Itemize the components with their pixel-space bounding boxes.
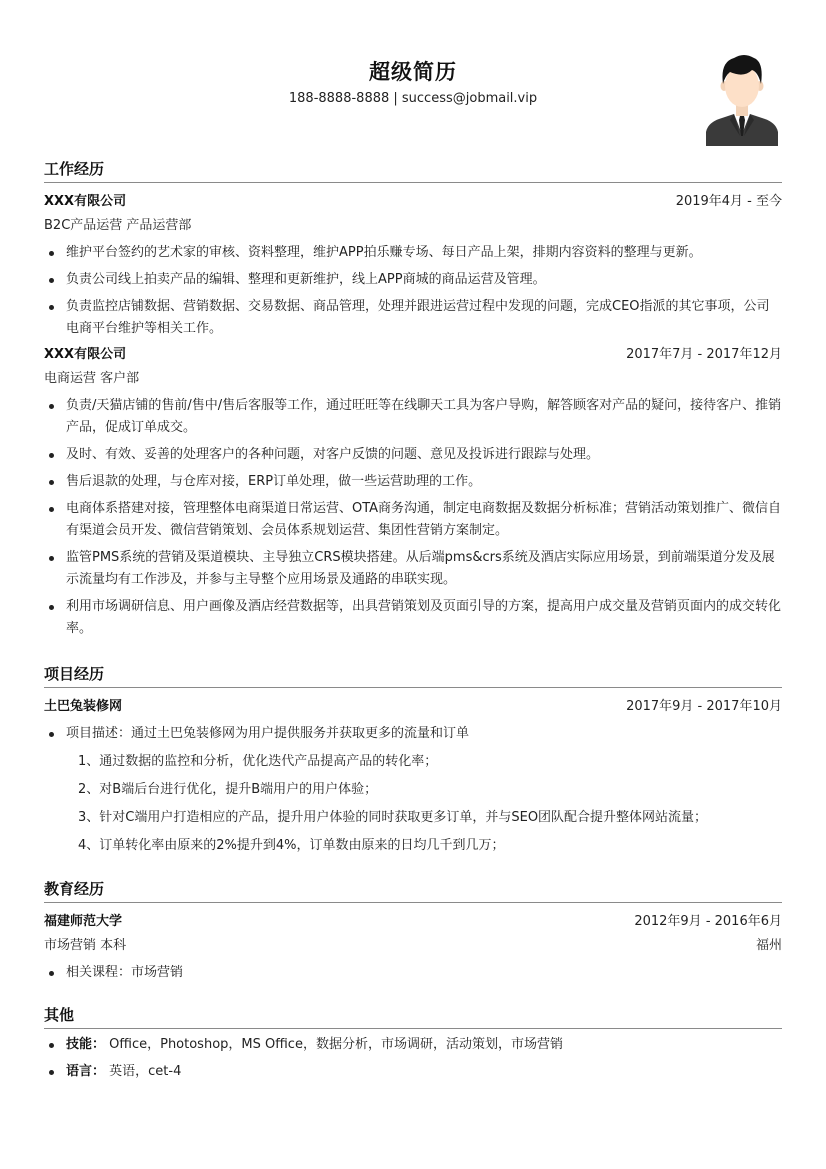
job-bullets — [44, 242, 782, 340]
skills-value: Office，Photoshop，MS Office，数据分析，市场调研，活动策划，市场营销 — [109, 1037, 563, 1052]
project-details — [44, 751, 782, 857]
contact-info: 188-8888-8888 | success@jobmail.vip — [288, 91, 538, 106]
project-section — [44, 663, 782, 857]
work-section-title: 工作经历 — [44, 160, 105, 178]
job-role-row — [44, 215, 782, 237]
job-role-row — [44, 368, 782, 390]
other-bullets — [44, 1034, 782, 1083]
school-name: 福建师范大学 — [44, 914, 123, 929]
education-detail-row — [44, 935, 782, 957]
list-item: 电商体系搭建对接，管理整体电商渠道日常运营、OTA商务沟通，制定电商数据及数据分析标准；营销活动策划推广、微信自有渠道会员开发、微信营销策划、会员体系规划运营、集团性营销方案制定。 — [44, 498, 782, 542]
job-company: XXX有限公司 — [44, 347, 127, 362]
list-item: 维护平台签约的艺术家的审核、资料整理，维护APP拍乐赚专场、每日产品上架，排期内容资料的整理与更新。 — [44, 242, 782, 264]
resume-header — [0, 0, 826, 150]
project-name: 土巴兔装修网 — [44, 699, 123, 714]
list-item: 项目描述：通过土巴兔装修网为用户提供服务并获取更多的流量和订单 — [44, 723, 782, 745]
skills-item — [44, 1034, 782, 1056]
education-section-title: 教育经历 — [44, 880, 105, 898]
project-header — [44, 696, 782, 718]
divider — [44, 687, 782, 688]
candidate-name: 超级简历 — [369, 60, 457, 84]
list-item: 负责监控店铺数据、营销数据、交易数据、商品管理，处理并跟进运营过程中发现的问题，完成CEO指派的其它事项，公司电商平台维护等相关工作。 — [44, 296, 782, 340]
education-section — [44, 878, 782, 984]
education-bullets — [44, 962, 782, 984]
list-item: 相关课程：市场营销 — [44, 962, 782, 984]
education-dates: 2012年9月 - 2016年6月 — [634, 914, 782, 929]
list-item: 4、订单转化率由原来的2%提升到4%，订单数由原来的日均几千到几万； — [78, 838, 505, 853]
language-value: 英语，cet-4 — [109, 1064, 182, 1079]
other-section — [44, 1004, 782, 1083]
list-item: 3、针对C端用户打造相应的产品，提升用户体验的同时获取更多订单，并与SEO团队配合提升整体网站流量； — [78, 810, 708, 825]
list-item: 2、对B端后台进行优化，提升B端用户的用户体验； — [78, 782, 378, 797]
other-section-title: 其他 — [44, 1006, 75, 1024]
work-section — [44, 158, 782, 640]
major: 市场营销 本科 — [44, 938, 127, 953]
list-item: 及时、有效、妥善的处理客户的各种问题，对客户反馈的问题、意见及投诉进行跟踪与处理。 — [44, 444, 782, 466]
language-label: 语言： — [66, 1064, 106, 1079]
job-dates: 2017年7月 - 2017年12月 — [626, 347, 782, 362]
project-bullets — [44, 723, 782, 745]
job-bullets — [44, 395, 782, 640]
list-item: 负责/天猫店铺的售前/售中/售后客服等工作，通过旺旺等在线聊天工具为客户导购，解答顾客对产品的疑问，接待客户、推销产品，促成订单成交。 — [44, 395, 782, 439]
list-item: 1、通过数据的监控和分析，优化迭代产品提高产品的转化率； — [78, 754, 438, 769]
list-item: 监管PMS系统的营销及渠道模块、主导独立CRS模块搭建。从后端pms&crs系统及酒店实际应用场景，到前端渠道分发及展示流量均有工作涉及，并参与主导整个应用场景及通路的串联实现。 — [44, 547, 782, 591]
divider — [44, 182, 782, 183]
job-header — [44, 344, 782, 366]
job-role: 电商运营 客户部 — [44, 371, 140, 386]
job-company: XXX有限公司 — [44, 194, 127, 209]
location: 福州 — [755, 938, 782, 953]
job-header — [44, 191, 782, 213]
job-dates: 2019年4月 - 至今 — [675, 194, 782, 209]
list-item: 利用市场调研信息、用户画像及酒店经营数据等，出具营销策划及页面引导的方案，提高用户成交量及营销页面内的成交转化率。 — [44, 596, 782, 640]
divider — [44, 1028, 782, 1029]
project-section-title: 项目经历 — [44, 665, 105, 683]
job-role: B2C产品运营 产品运营部 — [44, 218, 192, 233]
language-item — [44, 1061, 782, 1083]
avatar — [704, 50, 780, 146]
skills-label: 技能： — [66, 1037, 106, 1052]
divider — [44, 902, 782, 903]
education-header — [44, 911, 782, 933]
project-dates: 2017年9月 - 2017年10月 — [626, 699, 782, 714]
list-item: 售后退款的处理，与仓库对接，ERP订单处理，做一些运营助理的工作。 — [44, 471, 782, 493]
list-item: 负责公司线上拍卖产品的编辑、整理和更新维护，线上APP商城的商品运营及管理。 — [44, 269, 782, 291]
